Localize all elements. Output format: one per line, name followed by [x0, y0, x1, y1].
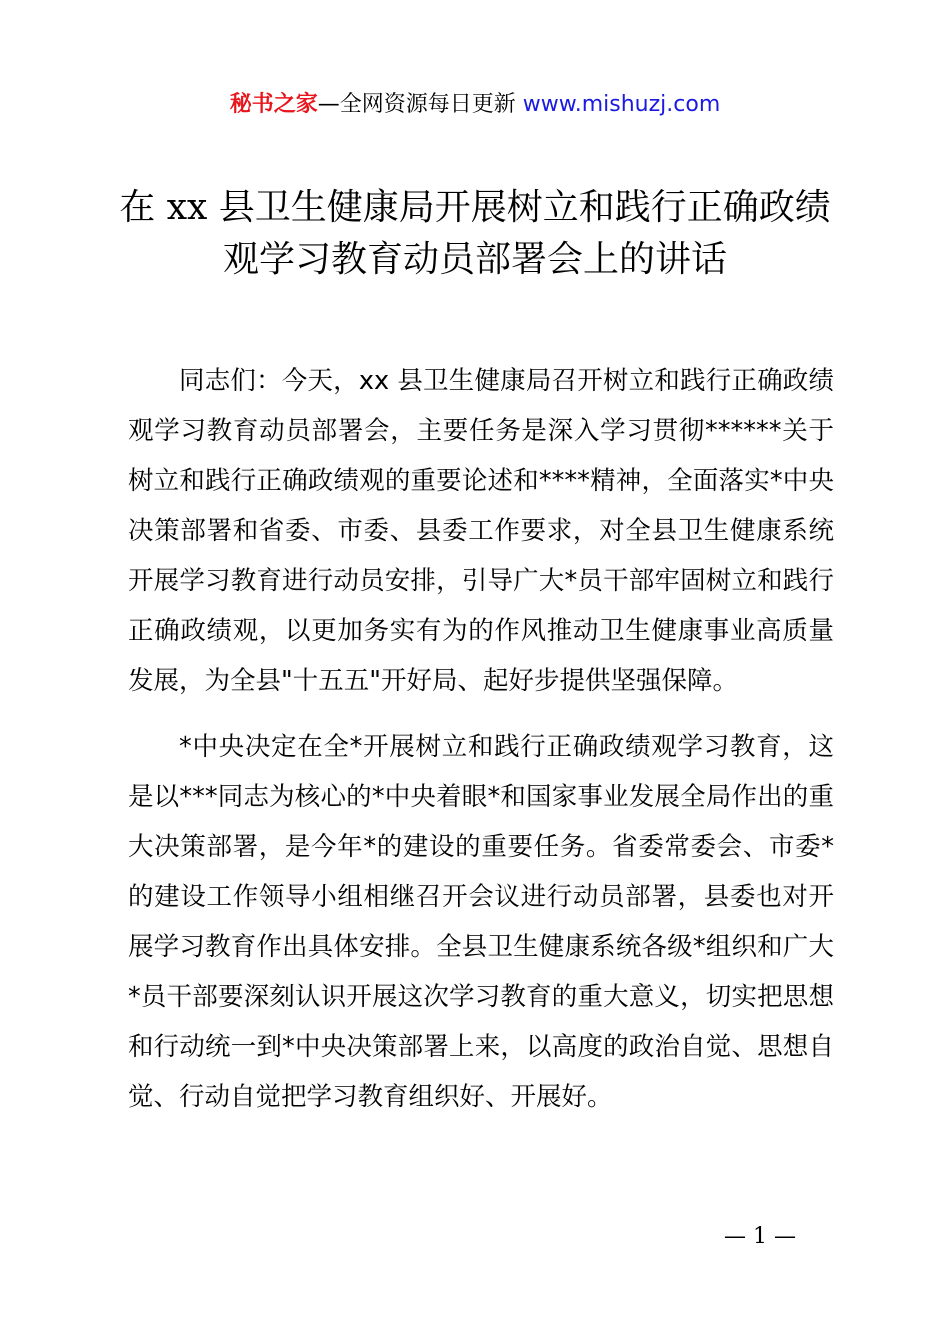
body-paragraph-1: 同志们：今天，xx 县卫生健康局召开树立和践行正确政绩观学习教育动员部署会，主要任务是深入学习贯彻******关于树立和践行正确政绩观的重要论述和****精神，全面落实*中央决策部署和省委、市委、县委工作要求，对全县卫生健康系统开展学习教育进行动员安排，引导广大*员干部牢固树立和践行正确政绩观，以更加务实有为的作风推动卫生健康事业高质量发展，为全县"十五五"开好局、起好步提供坚强保障。: [128, 366, 834, 696]
document-title: [60, 182, 890, 286]
document-body: [128, 356, 834, 1138]
title-line-1: 在 xx 县卫生健康局开展树立和践行正确政绩: [119, 187, 831, 228]
header-slogan: —全网资源每日更新: [317, 92, 523, 117]
site-header: [0, 88, 950, 122]
body-paragraph-2: *中央决定在全*开展树立和践行正确政绩观学习教育，这是以***同志为核心的*中央着眼*和国家事业发展全局作出的重大决策部署，是今年*的建设的重要任务。省委常委会、市委*的建设工作领导小组相继召开会议进行动员部署，县委也对开展学习教育作出具体安排。全县卫生健康系统各级*组织和广大*员干部要深刻认识开展这次学习教育的重大意义，切实把思想和行动统一到*中央决策部署上来，以高度的政治自觉、思想自觉、行动自觉把学习教育组织好、开展好。: [128, 732, 834, 1112]
site-url-link[interactable]: www.mishuzj.com: [522, 92, 721, 117]
page-number: — 1 —: [724, 1224, 796, 1249]
title-line-2: 观学习教育动员部署会上的讲话: [222, 239, 727, 280]
brand-name: 秘书之家: [229, 92, 318, 117]
